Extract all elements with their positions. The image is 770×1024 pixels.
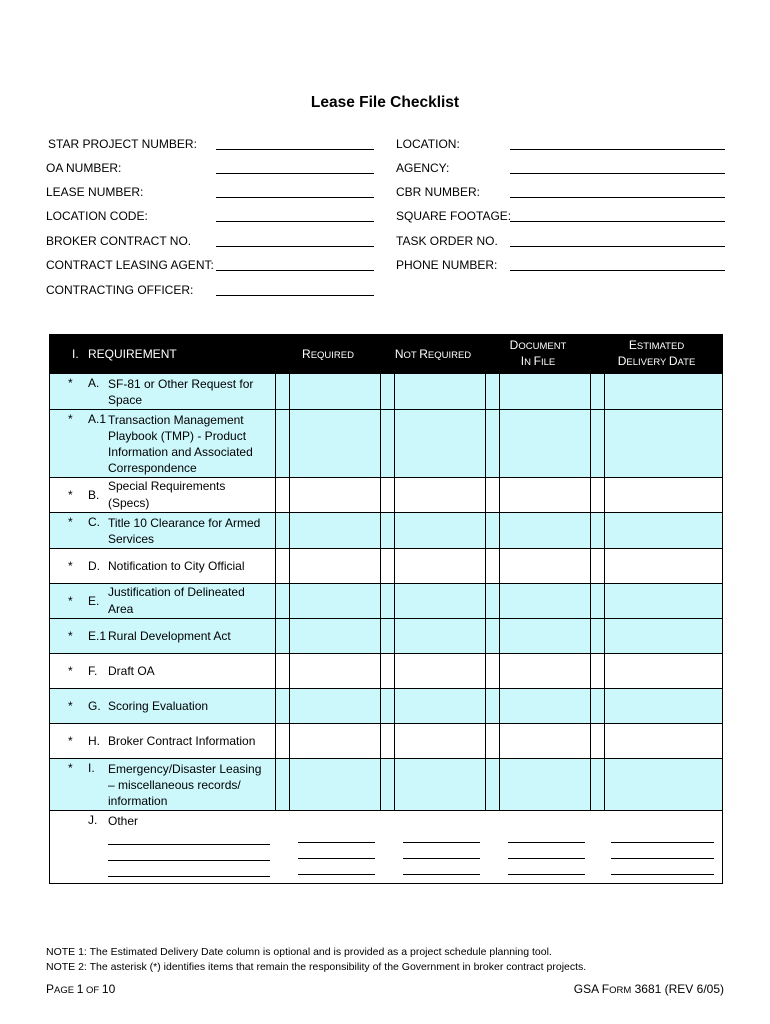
footer-text: P [46,982,55,996]
field-square-footage [396,209,726,225]
note-2: NOTE 2: The asterisk (*) identifies items that remain the responsibility of the Government in broker contract projects. [46,961,587,973]
check-box[interactable] [591,409,605,477]
field-label: OA NUMBER: [46,161,122,175]
blank-line[interactable] [403,827,480,843]
requirement-cell [50,374,276,410]
cell[interactable] [605,583,723,618]
header-text: D [617,354,627,368]
check-box[interactable] [591,374,605,410]
field-label: CBR NUMBER: [396,185,481,199]
cell[interactable] [290,374,381,410]
cell[interactable] [290,512,381,548]
cell [276,810,290,883]
field-star-project-number [48,137,378,153]
field-label: CONTRACTING OFFICER: [46,283,194,297]
table-row [50,583,723,618]
table-row [50,618,723,653]
cell[interactable] [500,618,591,653]
check-box[interactable] [486,477,500,512]
item-code: A. [88,376,100,390]
header-text: STIMATED [636,341,685,352]
field-task-order-no [396,234,726,250]
check-box[interactable] [276,548,290,583]
header-text: ELIVERY [626,357,669,368]
blank-line[interactable] [298,843,375,859]
item-description: Title 10 Clearance for Armed Services [108,515,261,547]
cell[interactable] [395,548,486,583]
field-blank-line[interactable] [510,221,725,222]
asterisk: * [68,733,73,748]
header-text: E [628,338,637,352]
header-text: R [302,347,311,361]
check-box[interactable] [381,688,395,723]
other-required-cell [290,810,381,883]
cell[interactable] [395,618,486,653]
cell[interactable] [605,477,723,512]
item-code: A.1 [88,411,107,426]
blank-line[interactable] [508,843,585,859]
check-box[interactable] [591,583,605,618]
check-box[interactable] [276,512,290,548]
header-text: N [394,347,404,361]
other-estimated-cell [605,810,723,883]
field-contracting-officer [46,283,376,299]
field-phone-number [396,258,726,274]
requirement-cell [50,583,276,618]
table-row-other [50,810,723,883]
field-blank-line[interactable] [510,197,725,198]
asterisk: * [68,698,73,713]
item-description: Transaction Management Playbook (TMP) - Product Information and Associated Correspondence [108,412,253,476]
asterisk: * [68,558,73,573]
cell [381,810,395,883]
requirement-cell [50,723,276,758]
field-blank-line[interactable] [216,173,374,174]
field-blank-line[interactable] [510,149,725,150]
cell[interactable] [290,583,381,618]
header-text: EQUIRED [427,350,472,361]
check-box[interactable] [276,758,290,810]
blank-line[interactable] [508,859,585,875]
table-row [50,758,723,810]
cell[interactable] [395,477,486,512]
field-agency [396,161,726,177]
cell[interactable] [605,548,723,583]
item-description: Draft OA [108,663,155,678]
header-document-in-file [486,335,591,374]
check-box[interactable] [486,653,500,688]
check-box[interactable] [381,548,395,583]
other-not-required-cell [395,810,486,883]
cell[interactable] [605,409,723,477]
blank-line[interactable] [611,843,715,859]
header-not-required [381,335,486,374]
header-text: R [419,347,428,361]
check-box[interactable] [381,477,395,512]
blank-line[interactable] [108,829,270,845]
check-box[interactable] [486,512,500,548]
check-box[interactable] [591,723,605,758]
cell[interactable] [500,548,591,583]
field-blank-line[interactable] [216,197,374,198]
check-box[interactable] [381,583,395,618]
field-label: PHONE NUMBER: [396,258,498,272]
field-label: CONTRACT LEASING AGENT: [46,258,214,272]
check-box[interactable] [381,653,395,688]
table-row [50,548,723,583]
footer-text: 1 [76,982,84,996]
cell[interactable] [290,653,381,688]
asterisk: * [68,487,73,502]
cell[interactable] [605,653,723,688]
requirement-cell [50,512,276,548]
footer-text: AGE [54,985,77,996]
check-box[interactable] [381,512,395,548]
item-description: Justification of Delineated Area [108,585,245,616]
cell[interactable] [500,374,591,410]
footer-text: GSA [573,982,602,996]
requirement-cell [50,653,276,688]
check-box[interactable] [276,583,290,618]
requirement-cell [50,548,276,583]
field-broker-contract-no [46,234,376,250]
requirement-cell-other [50,810,276,883]
requirement-cell [50,618,276,653]
item-description: Scoring Evaluation [108,698,209,713]
cell [591,810,605,883]
item-description: Notification to City Official [108,558,245,573]
cell[interactable] [500,723,591,758]
field-label: LEASE NUMBER: [46,185,144,199]
footer-text: 3681 (REV 6/05) [631,982,724,996]
cell[interactable] [605,688,723,723]
cell [486,810,500,883]
cell[interactable] [395,409,486,477]
field-cbr-number [396,185,726,201]
field-blank-line[interactable] [510,173,725,174]
note-1: NOTE 1: The Estimated Delivery Date column is optional and is provided as a project schedule planning tool. [46,946,552,958]
blank-line[interactable] [403,843,480,859]
requirement-cell [50,409,276,477]
cell[interactable] [605,723,723,758]
header-text: OT [403,350,420,361]
blank-line[interactable] [611,859,715,875]
requirement-cell [50,758,276,810]
check-box[interactable] [486,758,500,810]
cell[interactable] [605,758,723,810]
item-code: J. [88,812,98,827]
item-code: I. [88,760,95,775]
blank-line[interactable] [108,845,270,861]
field-blank-line[interactable] [216,246,374,247]
section-title: REQUIREMENT [88,347,177,361]
cell[interactable] [395,758,486,810]
check-box[interactable] [276,374,290,410]
field-label: AGENCY: [396,161,450,175]
requirement-cell [50,688,276,723]
check-box[interactable] [591,688,605,723]
blank-line[interactable] [403,859,480,875]
field-location [396,137,726,153]
page-title: Lease File Checklist [310,94,460,111]
check-box[interactable] [486,409,500,477]
other-document-cell [500,810,591,883]
check-box[interactable] [486,583,500,618]
item-code: E. [88,593,100,608]
footer-text: 10 [101,982,116,996]
asterisk: * [68,593,73,608]
check-box[interactable] [276,477,290,512]
cell[interactable] [290,688,381,723]
item-description: SF-81 or Other Request for Space [108,377,254,408]
item-description: Rural Development Act [108,628,231,643]
cell[interactable] [500,583,591,618]
field-label: STAR PROJECT NUMBER: [48,137,197,151]
table-row [50,653,723,688]
cell[interactable] [290,409,381,477]
table-row [50,723,723,758]
header-required [276,335,381,374]
item-code: F. [88,663,98,678]
header-estimated-delivery-date [591,335,723,374]
field-blank-line[interactable] [216,295,374,296]
cell[interactable] [500,653,591,688]
page-number [46,982,115,996]
cell[interactable] [500,688,591,723]
field-blank-line[interactable] [510,270,725,271]
item-code: C. [88,514,100,529]
cell[interactable] [290,758,381,810]
footer-text: OF [83,985,102,996]
field-location-code [46,209,376,225]
check-box[interactable] [486,374,500,410]
other-blank-lines [108,829,270,877]
blank-line[interactable] [298,859,375,875]
field-oa-number [46,161,376,177]
check-box[interactable] [591,548,605,583]
header-text: D [509,338,519,352]
field-label: LOCATION: [396,137,460,151]
asterisk: * [68,514,73,529]
cell[interactable] [395,374,486,410]
blank-line[interactable] [508,827,585,843]
check-box[interactable] [591,653,605,688]
table-row [50,688,723,723]
item-code: D. [88,558,100,573]
cell[interactable] [290,477,381,512]
cell[interactable] [395,723,486,758]
item-description: Other [108,813,139,828]
field-blank-line[interactable] [216,149,374,150]
asterisk: * [68,411,73,426]
header-text: F [533,354,541,368]
table-row [50,477,723,512]
asterisk: * [68,628,73,643]
cell[interactable] [395,583,486,618]
section-number: I. [72,347,79,361]
field-contract-leasing-agent [46,258,376,274]
notes [46,945,586,975]
field-blank-line[interactable] [216,221,374,222]
header-text: I [520,354,525,368]
cell[interactable] [605,618,723,653]
check-box[interactable] [591,758,605,810]
item-code: G. [88,698,101,713]
check-box[interactable] [486,618,500,653]
cell[interactable] [500,409,591,477]
item-code: E.1 [88,628,107,643]
check-box[interactable] [381,758,395,810]
field-lease-number [46,185,376,201]
check-box[interactable] [276,688,290,723]
header-text: ILE [540,357,556,368]
check-box[interactable] [591,512,605,548]
check-box[interactable] [276,409,290,477]
check-box[interactable] [381,723,395,758]
blank-line[interactable] [298,827,375,843]
requirements-table [49,334,723,884]
check-box[interactable] [276,618,290,653]
item-code: B. [88,487,100,502]
check-box[interactable] [381,409,395,477]
check-box[interactable] [381,374,395,410]
cell[interactable] [500,758,591,810]
cell[interactable] [500,477,591,512]
check-box[interactable] [591,477,605,512]
header-text: EQUIRED [310,350,354,361]
cell[interactable] [605,374,723,410]
table-row [50,512,723,548]
table-row [50,409,723,477]
header-text: ATE [677,357,696,368]
asterisk: * [68,376,73,390]
cell[interactable] [395,653,486,688]
requirement-cell [50,477,276,512]
footer-text: F [601,982,610,996]
check-box[interactable] [276,653,290,688]
cell[interactable] [290,723,381,758]
cell[interactable] [605,512,723,548]
header-text: N [524,357,534,368]
table-row [50,374,723,410]
field-label: BROKER CONTRACT NO. [46,234,192,248]
check-box[interactable] [381,618,395,653]
cell[interactable] [395,512,486,548]
field-label: SQUARE FOOTAGE: [396,209,512,223]
header-text: OCUMENT [518,341,567,352]
field-blank-line[interactable] [216,270,374,271]
header-requirement [50,335,276,374]
check-box[interactable] [276,723,290,758]
check-box[interactable] [591,618,605,653]
check-box[interactable] [486,548,500,583]
asterisk: * [68,663,73,678]
blank-line[interactable] [611,827,715,843]
cell[interactable] [290,618,381,653]
item-description: Special Requirements (Specs) [108,479,226,510]
check-box[interactable] [486,688,500,723]
item-description: Emergency/Disaster Leasing – miscellaneous records/ information [108,761,262,809]
cell[interactable] [500,512,591,548]
form-number [574,982,724,996]
table-header-row [50,335,723,374]
cell[interactable] [395,688,486,723]
cell[interactable] [290,548,381,583]
field-label: LOCATION CODE: [46,209,148,223]
footer-text: ORM [609,985,632,996]
field-blank-line[interactable] [510,246,725,247]
check-box[interactable] [486,723,500,758]
blank-line[interactable] [108,861,270,877]
item-description: Broker Contract Information [108,733,256,748]
field-label: TASK ORDER NO. [396,234,498,248]
item-code: H. [88,733,100,748]
asterisk: * [68,760,73,775]
header-text: D [668,354,678,368]
